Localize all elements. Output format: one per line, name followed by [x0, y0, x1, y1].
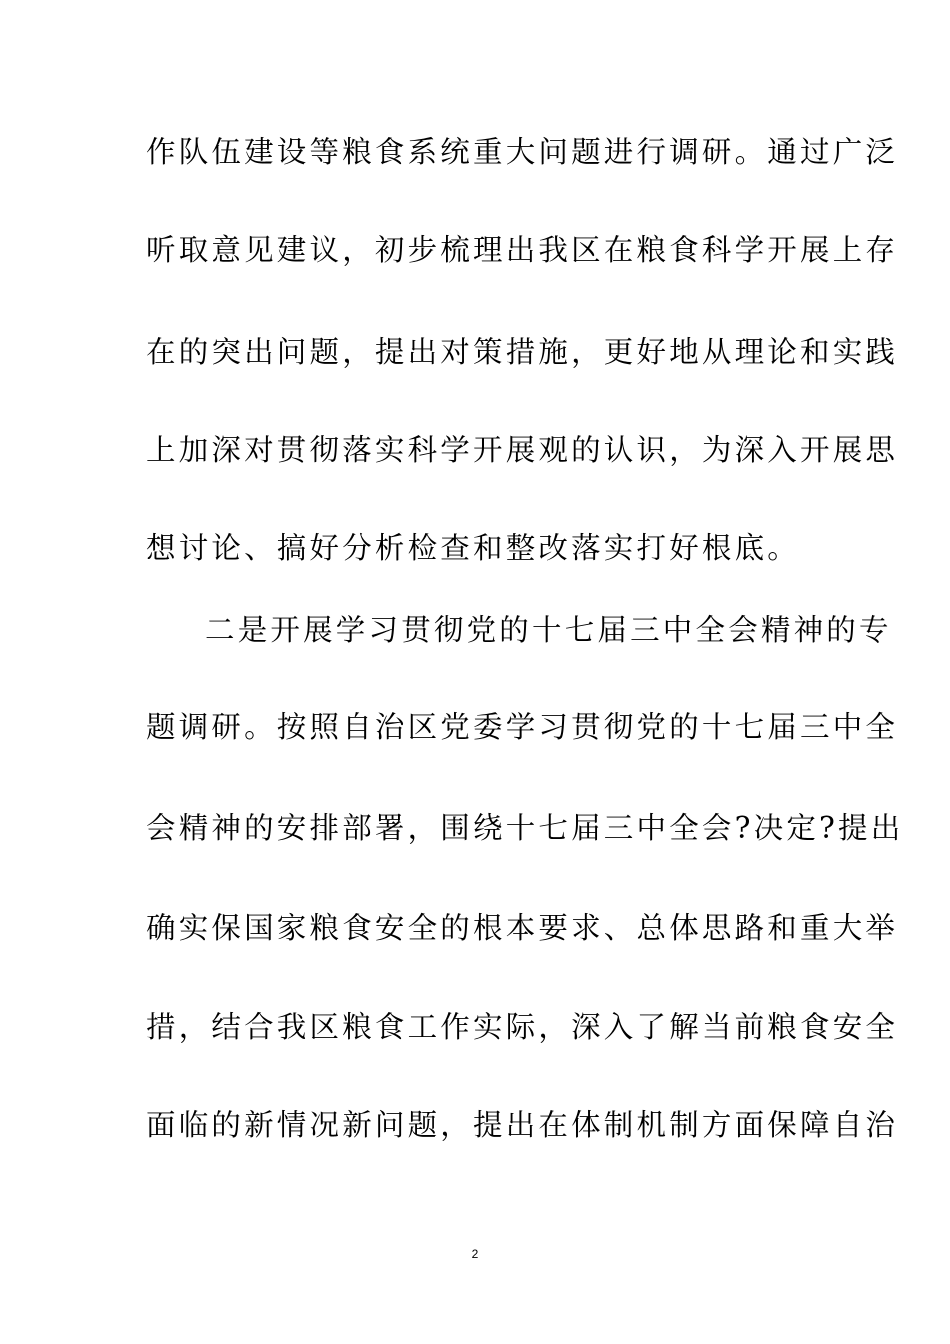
text-line-1: 作队伍建设等粮食系统重大问题进行调研。通过广泛	[146, 135, 899, 169]
text-line-8: 会精神的安排部署，围绕十七届三中全会?决定?提出	[146, 811, 904, 845]
text-line-3: 在的突出问题，提出对策措施，更好地从理论和实践	[146, 335, 899, 369]
text-line-11: 面临的新情况新问题，提出在体制机制方面保障自治	[146, 1108, 899, 1142]
text-line-2: 听取意见建议，初步梳理出我区在粮食科学开展上存	[146, 233, 899, 267]
text-line-7: 题调研。按照自治区党委学习贯彻党的十七届三中全	[146, 710, 899, 744]
text-line-5: 想讨论、搞好分析检查和整改落实打好根底。	[146, 531, 801, 565]
page-number: 2	[471, 1247, 479, 1261]
text-line-4: 上加深对贯彻落实科学开展观的认识，为深入开展思	[146, 433, 899, 467]
text-line-9: 确实保国家粮食安全的根本要求、总体思路和重大举	[146, 911, 899, 945]
text-line-6-paragraph-start: 二是开展学习贯彻党的十七届三中全会精神的专	[205, 613, 892, 647]
text-line-10: 措，结合我区粮食工作实际，深入了解当前粮食安全	[146, 1010, 899, 1044]
